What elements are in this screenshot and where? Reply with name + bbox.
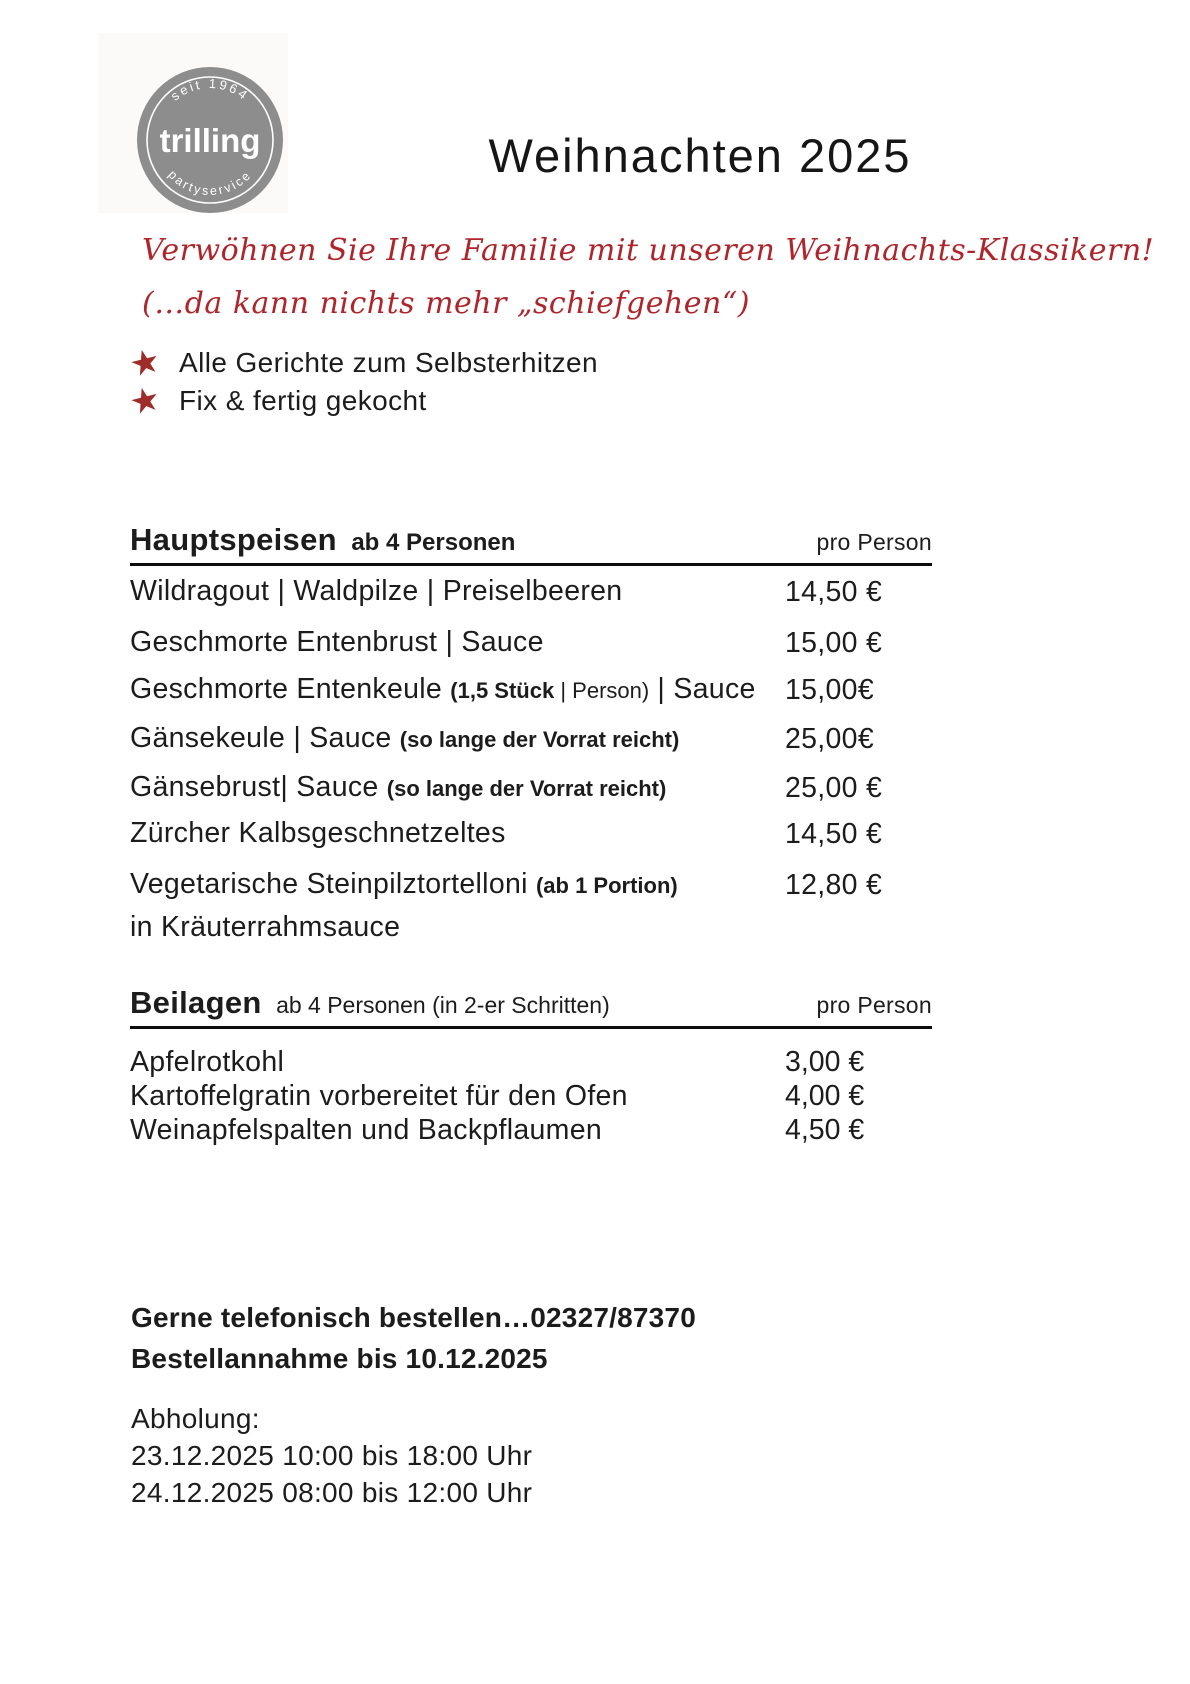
hauptspeisen-header-left — [130, 522, 515, 558]
side-dish-name: Apfelrotkohl — [130, 1046, 285, 1078]
menu-row — [130, 723, 932, 756]
price-column-label: pro Person — [816, 529, 932, 555]
menu-row — [130, 772, 932, 805]
section-subtitle: ab 4 Personen — [351, 529, 516, 556]
dish-note-bold: (so lange der Vorrat reicht) — [399, 727, 680, 752]
dish-price: 14,50 € — [785, 576, 883, 608]
dish-name-text: Vegetarische Steinpilztortelloni — [130, 868, 536, 900]
star-icon: ★ — [125, 339, 165, 387]
menu-row — [130, 1046, 932, 1080]
side-dish-name: Weinapfelspalten und Backpflaumen — [130, 1114, 603, 1146]
trilling-logo — [134, 64, 286, 216]
menu-row — [130, 627, 932, 660]
order-info — [131, 1297, 696, 1379]
dish-name-text: Geschmorte Entenbrust | Sauce — [130, 626, 544, 658]
feature-label: Fix & fertig gekocht — [179, 385, 427, 416]
menu-row — [130, 1080, 932, 1114]
order-phone-line: Gerne telefonisch bestellen…02327/87370 — [131, 1302, 696, 1333]
dish-name-text: Gänsekeule | Sauce — [130, 722, 400, 754]
logo-wordmark: trilling — [159, 122, 261, 159]
feature-item — [125, 339, 598, 387]
section-title: Hauptspeisen — [130, 522, 337, 557]
logo-bottom-arc-text: partyservice — [165, 167, 255, 199]
dish-name — [130, 576, 785, 607]
dish-price: 14,50 € — [785, 818, 883, 850]
dish-name-suffix: | Sauce — [649, 673, 756, 705]
feature-item — [125, 377, 598, 425]
intro-script-line-1: Verwöhnen Sie Ihre Familie mit unseren Weihnachts-Klassikern! — [142, 233, 1155, 268]
side-dish-price: 4,50 € — [785, 1114, 865, 1146]
menu-row — [130, 818, 932, 851]
dish-name-text: Wildragout | Waldpilze | Preiselbeeren — [130, 575, 623, 607]
dish-name — [130, 818, 785, 849]
dish-note-bold: (ab 1 Portion) — [535, 873, 678, 898]
side-dish-price: 3,00 € — [785, 1046, 865, 1078]
dish-price: 15,00€ — [785, 674, 874, 706]
dish-name — [130, 627, 785, 658]
dish-price: 15,00 € — [785, 627, 883, 659]
dish-name — [130, 723, 785, 755]
menu-row — [130, 674, 932, 707]
dish-name — [130, 674, 785, 706]
beilagen-header — [130, 985, 932, 1029]
menu-row — [130, 576, 932, 609]
section-subtitle: ab 4 Personen (in 2-er Schritten) — [276, 992, 610, 1018]
menu-row — [130, 1114, 932, 1148]
star-icon: ★ — [125, 377, 165, 425]
price-column-label: pro Person — [816, 992, 932, 1018]
dish-price: 25,00 € — [785, 772, 883, 804]
dish-note-bold: (1,5 Stück — [450, 678, 555, 703]
logo-top-arc-text: seit 1964 — [167, 75, 253, 104]
side-dish-price: 4,00 € — [785, 1080, 865, 1112]
pickup-info — [131, 1400, 532, 1511]
page-title: Weihnachten 2025 — [488, 129, 912, 182]
dish-name-line2: in Kräuterrahmsauce — [130, 911, 401, 943]
dish-note-bold: (so lange der Vorrat reicht) — [386, 776, 667, 801]
order-deadline-line: Bestellannahme bis 10.12.2025 — [131, 1343, 548, 1374]
dish-name-text: Geschmorte Entenkeule — [130, 673, 451, 705]
section-title: Beilagen — [130, 985, 262, 1020]
pickup-time-2: 24.12.2025 08:00 bis 12:00 Uhr — [131, 1477, 533, 1508]
dish-price: 12,80 € — [785, 869, 883, 901]
beilagen-list — [130, 1046, 932, 1148]
dish-name-text: Zürcher Kalbsgeschnetzeltes — [130, 817, 506, 849]
feature-list — [125, 339, 598, 425]
side-dish-name: Kartoffelgratin vorbereitet für den Ofen — [130, 1080, 628, 1112]
dish-name — [130, 869, 785, 943]
pickup-time-1: 23.12.2025 10:00 bis 18:00 Uhr — [131, 1440, 533, 1471]
dish-price: 25,00€ — [785, 723, 874, 755]
intro-script-line-2: (…da kann nichts mehr „schiefgehen“) — [142, 286, 750, 321]
feature-label: Alle Gerichte zum Selbsterhitzen — [179, 347, 598, 378]
dish-name — [130, 772, 785, 804]
dish-name-text: Gänsebrust| Sauce — [130, 771, 387, 803]
menu-row — [130, 869, 932, 943]
dish-note-regular: | Person) — [554, 678, 650, 703]
hauptspeisen-header — [130, 522, 932, 566]
beilagen-header-left — [130, 985, 610, 1021]
pickup-label: Abholung: — [131, 1403, 260, 1434]
